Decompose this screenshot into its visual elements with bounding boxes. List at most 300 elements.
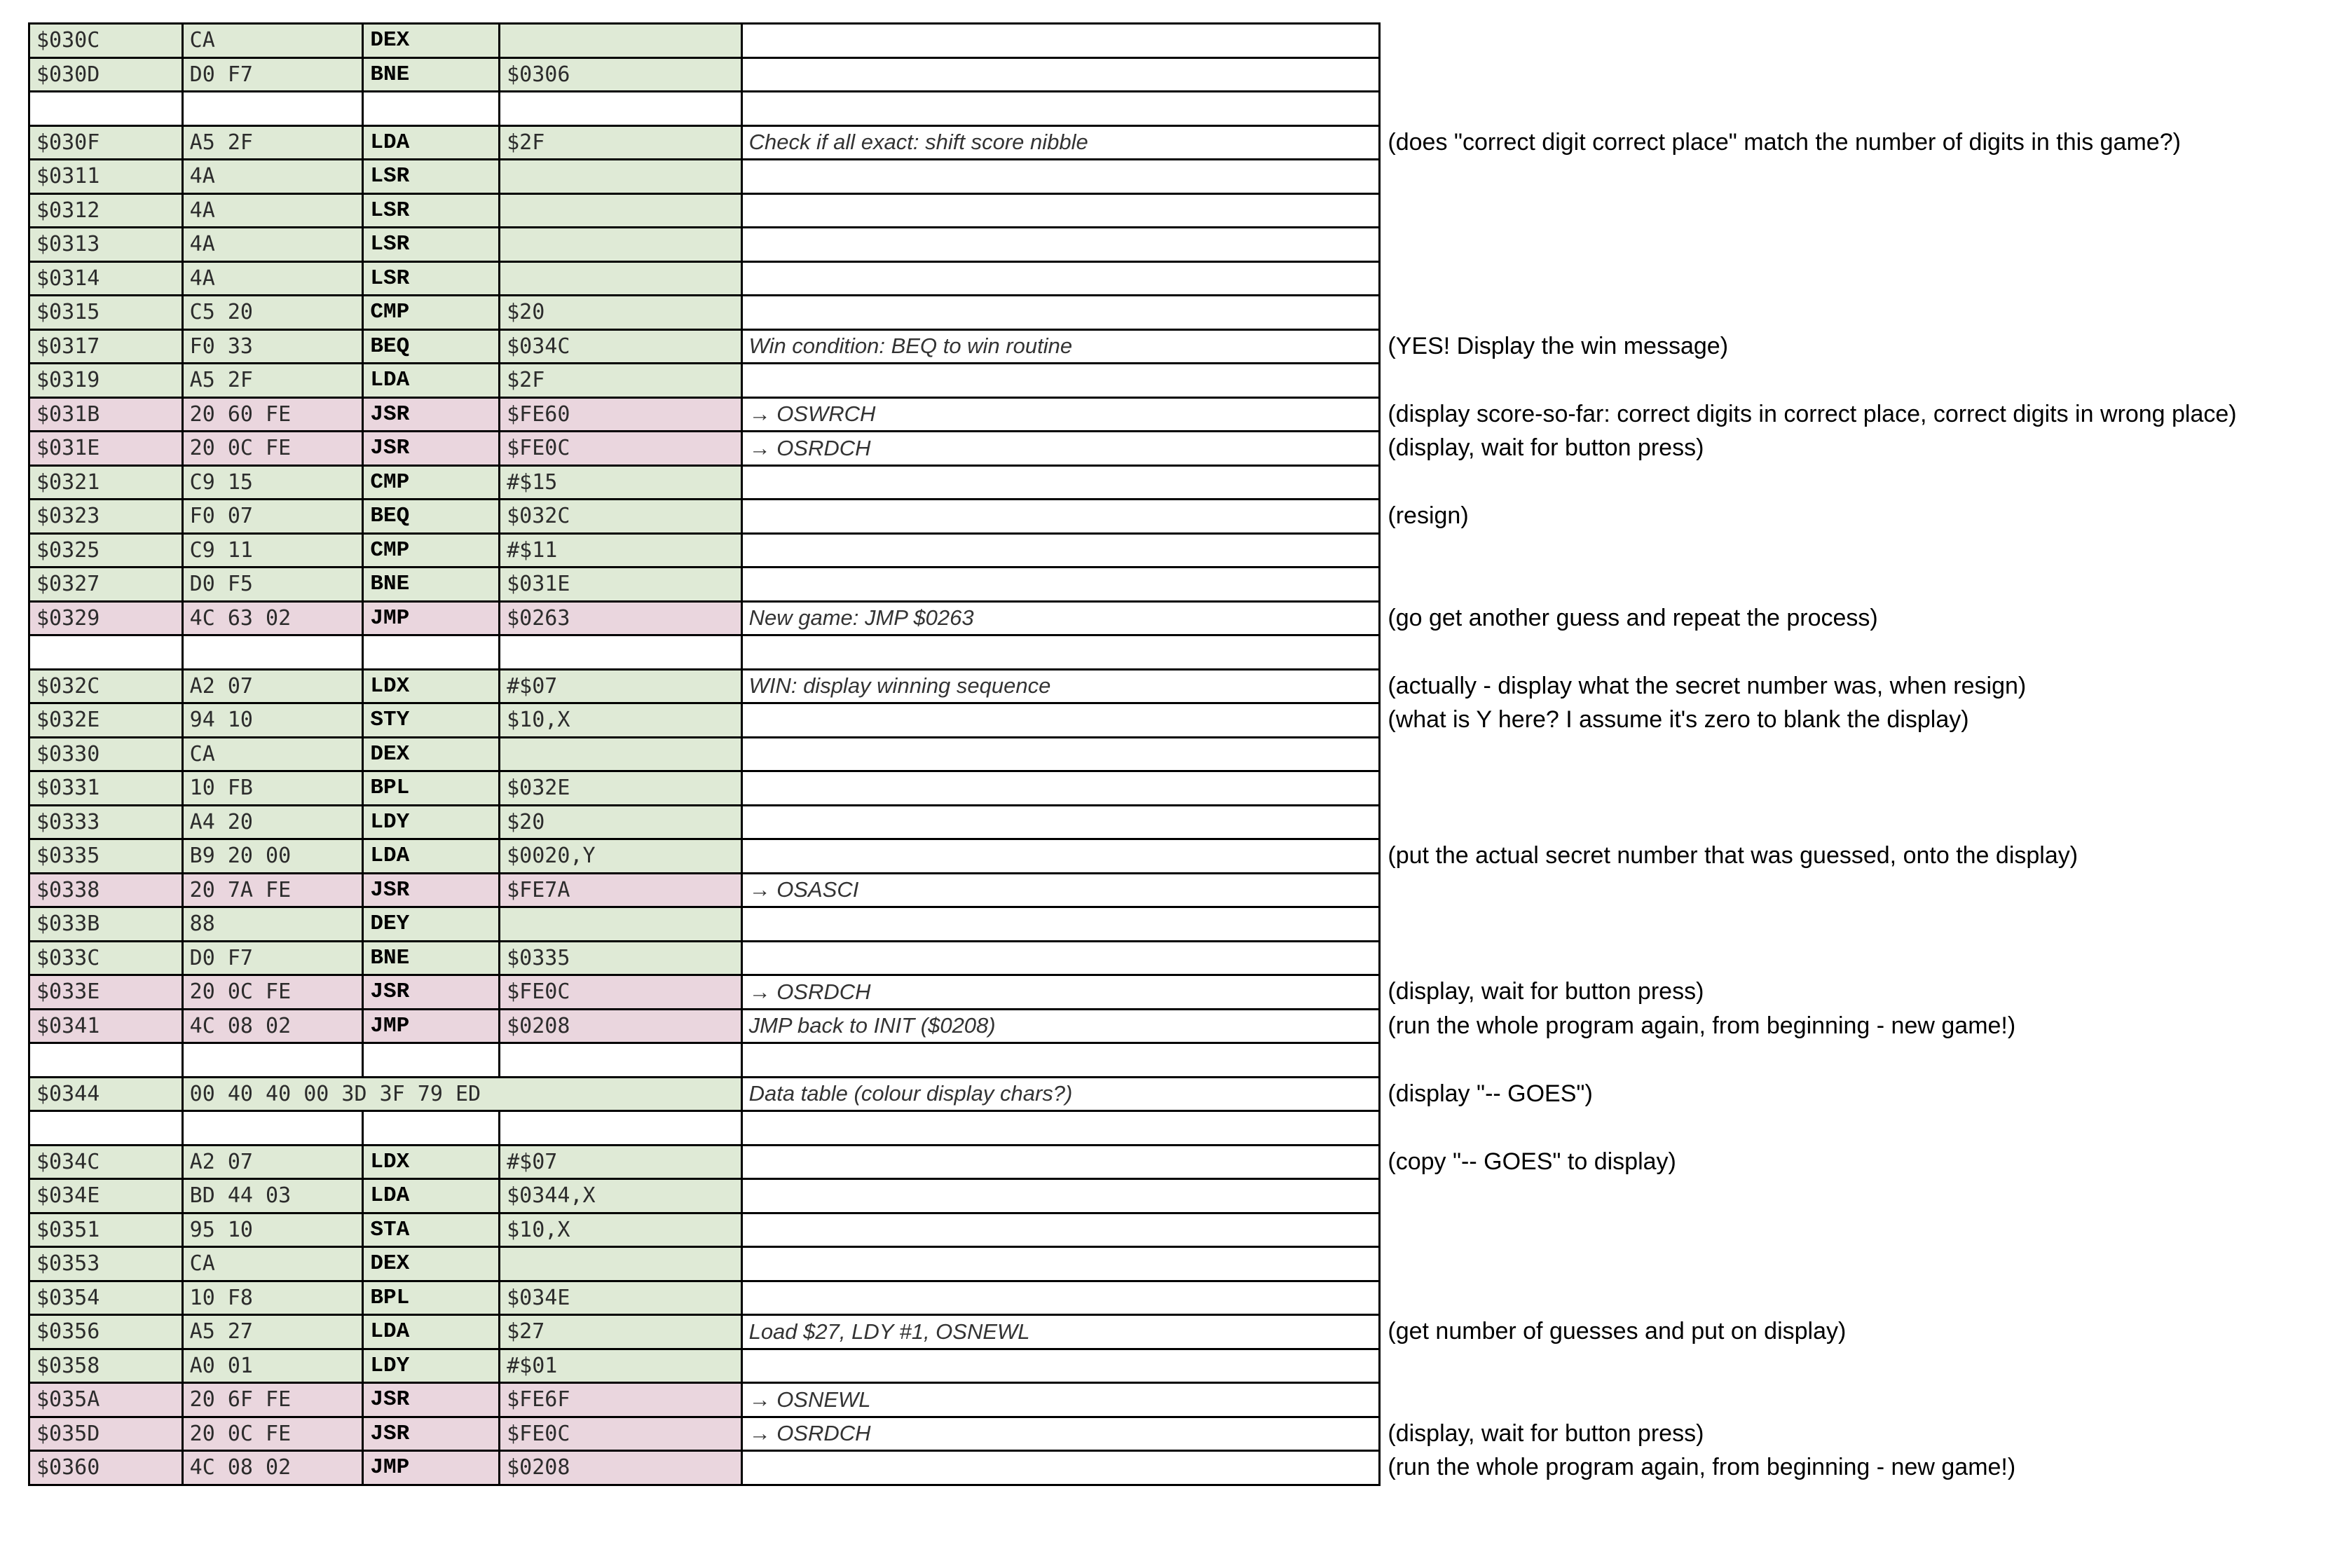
comment-cell xyxy=(741,500,1380,534)
operand-cell xyxy=(500,261,741,296)
table-row xyxy=(29,1383,2341,1417)
address-cell: $0311 xyxy=(29,160,183,194)
bytes-cell: D0 F7 xyxy=(182,941,363,975)
operand-cell: $FE0C xyxy=(500,432,741,466)
bytes-cell xyxy=(182,1111,363,1146)
annotation-note xyxy=(1380,193,2341,228)
address-cell: $030D xyxy=(29,57,183,92)
table-row xyxy=(29,975,2341,1010)
table-row xyxy=(29,1417,2341,1451)
bytes-cell: A4 20 xyxy=(182,805,363,839)
operand-cell: $10,X xyxy=(500,1213,741,1247)
operand-cell xyxy=(500,737,741,771)
bytes-cell: F0 07 xyxy=(182,500,363,534)
mnemonic-cell: JSR xyxy=(363,873,500,907)
operand-cell xyxy=(500,907,741,942)
address-cell: $0338 xyxy=(29,873,183,907)
mnemonic-cell: LSR xyxy=(363,193,500,228)
bytes-cell: D0 F7 xyxy=(182,57,363,92)
comment-cell xyxy=(741,296,1380,330)
comment-cell: New game: JMP $0263 xyxy=(741,601,1380,635)
operand-cell: $0208 xyxy=(500,1451,741,1485)
mnemonic-cell: LSR xyxy=(363,261,500,296)
annotation-note xyxy=(1380,907,2341,942)
annotation-note xyxy=(1380,160,2341,194)
mnemonic-cell: DEY xyxy=(363,907,500,942)
address-cell: $0323 xyxy=(29,500,183,534)
comment-cell xyxy=(741,193,1380,228)
table-row xyxy=(29,193,2341,228)
mnemonic-cell: JMP xyxy=(363,1009,500,1043)
annotation-note: (does "correct digit correct place" match the number of digits in this game?) xyxy=(1388,128,2181,156)
bytes-cell: A5 2F xyxy=(182,125,363,160)
address-cell: $0325 xyxy=(29,533,183,568)
table-row xyxy=(29,1213,2341,1247)
mnemonic-cell: DEX xyxy=(363,737,500,771)
operand-cell: $032E xyxy=(500,771,741,806)
bytes-cell: 4A xyxy=(182,193,363,228)
table-row xyxy=(29,261,2341,296)
operand-cell: $FE0C xyxy=(500,1417,741,1451)
address-cell: $033C xyxy=(29,941,183,975)
table-row xyxy=(29,1077,2341,1111)
table-row xyxy=(29,601,2341,635)
operand-cell: $20 xyxy=(500,805,741,839)
address-cell: $034C xyxy=(29,1145,183,1179)
address-cell: $0321 xyxy=(29,465,183,500)
annotation-note: (copy "-- GOES" to display) xyxy=(1388,1148,1676,1175)
address-cell: $0358 xyxy=(29,1349,183,1383)
annotation-note xyxy=(1380,635,2341,670)
comment-cell xyxy=(741,1145,1380,1179)
address-cell: $0317 xyxy=(29,329,183,364)
mnemonic-cell xyxy=(363,635,500,670)
table-row xyxy=(29,703,2341,738)
comment-cell: WIN: display winning sequence xyxy=(741,669,1380,703)
comment-cell xyxy=(741,907,1380,942)
bytes-cell: 4A xyxy=(182,261,363,296)
address-cell: $032E xyxy=(29,703,183,738)
address-cell: $033E xyxy=(29,975,183,1010)
comment-cell xyxy=(741,1247,1380,1281)
bytes-cell: 4A xyxy=(182,228,363,262)
operand-cell: #$07 xyxy=(500,669,741,703)
bytes-cell: 4C 08 02 xyxy=(182,1009,363,1043)
operand-cell: $0335 xyxy=(500,941,741,975)
address-cell: $0319 xyxy=(29,364,183,398)
operand-cell: $034C xyxy=(500,329,741,364)
address-cell xyxy=(29,1043,183,1078)
spacer-row xyxy=(29,1111,2341,1146)
address-cell: $035D xyxy=(29,1417,183,1451)
comment-cell xyxy=(741,1349,1380,1383)
table-row xyxy=(29,1349,2341,1383)
comment-cell xyxy=(741,160,1380,194)
annotation-note xyxy=(1380,57,2341,92)
operand-cell: $0306 xyxy=(500,57,741,92)
bytes-cell: A2 07 xyxy=(182,1145,363,1179)
address-cell: $0354 xyxy=(29,1281,183,1315)
spacer-row xyxy=(29,635,2341,670)
operand-cell xyxy=(500,1043,741,1078)
mnemonic-cell: JSR xyxy=(363,1383,500,1417)
bytes-cell: CA xyxy=(182,737,363,771)
annotation-note: (run the whole program again, from beginning - new game!) xyxy=(1388,1454,2016,1481)
mnemonic-cell: LSR xyxy=(363,160,500,194)
address-cell: $0331 xyxy=(29,771,183,806)
address-cell xyxy=(29,1111,183,1146)
comment-cell xyxy=(741,364,1380,398)
address-cell: $0341 xyxy=(29,1009,183,1043)
mnemonic-cell: JMP xyxy=(363,1451,500,1485)
mnemonic-cell: LDX xyxy=(363,1145,500,1179)
annotation-note: (go get another guess and repeat the process) xyxy=(1388,604,1878,631)
comment-cell xyxy=(741,568,1380,602)
bytes-cell: 20 6F FE xyxy=(182,1383,363,1417)
operand-cell xyxy=(500,193,741,228)
mnemonic-cell: LDA xyxy=(363,839,500,874)
address-cell: $0315 xyxy=(29,296,183,330)
address-cell xyxy=(29,635,183,670)
annotation-note: (display, wait for button press) xyxy=(1388,978,1704,1005)
annotation-note xyxy=(1380,1247,2341,1281)
comment-cell xyxy=(741,1451,1380,1485)
operand-cell xyxy=(500,635,741,670)
bytes-cell: 4C 63 02 xyxy=(182,601,363,635)
address-cell: $0351 xyxy=(29,1213,183,1247)
annotation-note xyxy=(1380,805,2341,839)
comment-cell xyxy=(741,228,1380,262)
table-row xyxy=(29,1247,2341,1281)
mnemonic-cell: LDA xyxy=(363,1179,500,1213)
table-row xyxy=(29,500,2341,534)
address-cell: $0314 xyxy=(29,261,183,296)
operand-cell xyxy=(500,1111,741,1146)
operand-cell: $031E xyxy=(500,568,741,602)
comment-cell: → OSRDCH xyxy=(741,432,1380,466)
mnemonic-cell: LDA xyxy=(363,1315,500,1349)
spacer-row xyxy=(29,92,2341,126)
mnemonic-cell: BPL xyxy=(363,1281,500,1315)
operand-cell xyxy=(500,228,741,262)
mnemonic-cell: LSR xyxy=(363,228,500,262)
bytes-cell: A5 27 xyxy=(182,1315,363,1349)
bytes-cell xyxy=(182,92,363,126)
disassembly-table xyxy=(28,22,2342,1486)
comment-cell: Win condition: BEQ to win routine xyxy=(741,329,1380,364)
mnemonic-cell: LDX xyxy=(363,669,500,703)
mnemonic-cell: JMP xyxy=(363,601,500,635)
address-cell xyxy=(29,92,183,126)
table-row xyxy=(29,533,2341,568)
table-row xyxy=(29,24,2341,58)
table-row xyxy=(29,771,2341,806)
operand-cell: #$11 xyxy=(500,533,741,568)
mnemonic-cell: BEQ xyxy=(363,329,500,364)
address-cell: $030C xyxy=(29,24,183,58)
operand-cell: #$15 xyxy=(500,465,741,500)
annotation-note: (resign) xyxy=(1388,502,1469,530)
annotation-note xyxy=(1380,941,2341,975)
annotation-note xyxy=(1380,1383,2341,1417)
comment-cell: → OSWRCH xyxy=(741,397,1380,432)
mnemonic-cell: DEX xyxy=(363,24,500,58)
comment-cell xyxy=(741,805,1380,839)
table-row xyxy=(29,805,2341,839)
annotation-note xyxy=(1380,1111,2341,1146)
annotation-note: (YES! Display the win message) xyxy=(1388,332,1729,359)
comment-cell: → OSRDCH xyxy=(741,1417,1380,1451)
bytes-cell: 20 7A FE xyxy=(182,873,363,907)
bytes-cell: A2 07 xyxy=(182,669,363,703)
comment-cell xyxy=(741,1179,1380,1213)
mnemonic-cell: JSR xyxy=(363,1417,500,1451)
bytes-cell: 20 0C FE xyxy=(182,432,363,466)
bytes-cell: 10 FB xyxy=(182,771,363,806)
annotation-note xyxy=(1380,1281,2341,1315)
bytes-cell: CA xyxy=(182,24,363,58)
table-row xyxy=(29,125,2341,160)
annotation-note xyxy=(1380,1349,2341,1383)
table-row xyxy=(29,397,2341,432)
bytes-cell: A0 01 xyxy=(182,1349,363,1383)
comment-cell xyxy=(741,1043,1380,1078)
annotation-note xyxy=(1380,771,2341,806)
table-row xyxy=(29,432,2341,466)
mnemonic-cell: JSR xyxy=(363,432,500,466)
address-cell: $0356 xyxy=(29,1315,183,1349)
operand-cell xyxy=(500,92,741,126)
bytes-cell: C9 15 xyxy=(182,465,363,500)
table-row xyxy=(29,228,2341,262)
mnemonic-cell: BNE xyxy=(363,941,500,975)
bytes-cell: BD 44 03 xyxy=(182,1179,363,1213)
comment-cell xyxy=(741,771,1380,806)
bytes-cell: 20 0C FE xyxy=(182,1417,363,1451)
address-cell: $0360 xyxy=(29,1451,183,1485)
operand-cell: $0344,X xyxy=(500,1179,741,1213)
address-cell: $033B xyxy=(29,907,183,942)
comment-cell xyxy=(741,703,1380,738)
table-row xyxy=(29,669,2341,703)
operand-cell: $0020,Y xyxy=(500,839,741,874)
table-row xyxy=(29,839,2341,874)
mnemonic-cell: STA xyxy=(363,1213,500,1247)
disassembly-rows xyxy=(29,24,2341,1485)
address-cell: $035A xyxy=(29,1383,183,1417)
annotation-note: (display "-- GOES") xyxy=(1388,1080,1593,1107)
annotation-note xyxy=(1380,737,2341,771)
bytes-cell: CA xyxy=(182,1247,363,1281)
annotation-note xyxy=(1380,24,2341,58)
table-row xyxy=(29,1179,2341,1213)
comment-cell xyxy=(741,1281,1380,1315)
annotation-note: (display score-so-far: correct digits in correct place, correct digits in wrong place) xyxy=(1388,400,2237,427)
annotation-note xyxy=(1380,1179,2341,1213)
comment-cell xyxy=(741,1111,1380,1146)
mnemonic-cell: LDY xyxy=(363,1349,500,1383)
operand-cell xyxy=(500,24,741,58)
comment-cell: → OSNEWL xyxy=(741,1383,1380,1417)
bytes-cell: 95 10 xyxy=(182,1213,363,1247)
table-row xyxy=(29,568,2341,602)
table-row xyxy=(29,941,2341,975)
bytes-cell: 94 10 xyxy=(182,703,363,738)
address-cell: $0312 xyxy=(29,193,183,228)
bytes-cell: 4A xyxy=(182,160,363,194)
comment-cell xyxy=(741,57,1380,92)
mnemonic-cell: CMP xyxy=(363,465,500,500)
operand-cell: $2F xyxy=(500,364,741,398)
operand-cell xyxy=(500,160,741,194)
table-row xyxy=(29,1315,2341,1349)
mnemonic-cell: LDA xyxy=(363,125,500,160)
operand-cell: $FE0C xyxy=(500,975,741,1010)
comment-cell xyxy=(741,24,1380,58)
mnemonic-cell: LDA xyxy=(363,364,500,398)
comment-cell xyxy=(741,261,1380,296)
comment-cell: → OSRDCH xyxy=(741,975,1380,1010)
address-cell: $0353 xyxy=(29,1247,183,1281)
comment-cell xyxy=(741,92,1380,126)
mnemonic-cell: BPL xyxy=(363,771,500,806)
mnemonic-cell: BNE xyxy=(363,568,500,602)
bytes-cell: A5 2F xyxy=(182,364,363,398)
comment-cell: → OSASCI xyxy=(741,873,1380,907)
comment-cell xyxy=(741,1213,1380,1247)
table-row xyxy=(29,1145,2341,1179)
address-cell: $0333 xyxy=(29,805,183,839)
annotation-note: (put the actual secret number that was guessed, onto the display) xyxy=(1388,842,2079,869)
operand-cell: $20 xyxy=(500,296,741,330)
mnemonic-cell xyxy=(363,92,500,126)
bytes-cell xyxy=(182,635,363,670)
comment-cell xyxy=(741,839,1380,874)
bytes-cell xyxy=(182,1043,363,1078)
operand-cell: $2F xyxy=(500,125,741,160)
operand-cell: $27 xyxy=(500,1315,741,1349)
table-row xyxy=(29,1451,2341,1485)
table-row xyxy=(29,1281,2341,1315)
annotation-note xyxy=(1380,533,2341,568)
operand-cell: $FE7A xyxy=(500,873,741,907)
annotation-note: (display, wait for button press) xyxy=(1388,434,1704,462)
table-row xyxy=(29,57,2341,92)
operand-cell: $034E xyxy=(500,1281,741,1315)
bytes-cell: C5 20 xyxy=(182,296,363,330)
bytes-cell: C9 11 xyxy=(182,533,363,568)
operand-cell: $10,X xyxy=(500,703,741,738)
comment-cell xyxy=(741,635,1380,670)
operand-cell: $032C xyxy=(500,500,741,534)
operand-cell: $FE6F xyxy=(500,1383,741,1417)
address-cell: $032C xyxy=(29,669,183,703)
comment-cell: Check if all exact: shift score nibble xyxy=(741,125,1380,160)
bytes-cell: B9 20 00 xyxy=(182,839,363,874)
table-row xyxy=(29,329,2341,364)
bytes-cell: D0 F5 xyxy=(182,568,363,602)
mnemonic-cell: DEX xyxy=(363,1247,500,1281)
operand-cell xyxy=(500,1247,741,1281)
operand-cell: $0208 xyxy=(500,1009,741,1043)
address-cell: $0344 xyxy=(29,1077,183,1111)
operand-cell: $0263 xyxy=(500,601,741,635)
annotation-note xyxy=(1380,1213,2341,1247)
bytes-cell: 4C 08 02 xyxy=(182,1451,363,1485)
bytes-cell: 88 xyxy=(182,907,363,942)
table-row xyxy=(29,873,2341,907)
table-row xyxy=(29,296,2341,330)
address-cell: $0313 xyxy=(29,228,183,262)
bytes-cell: 10 F8 xyxy=(182,1281,363,1315)
annotation-note xyxy=(1380,1043,2341,1078)
mnemonic-cell: BEQ xyxy=(363,500,500,534)
table-row xyxy=(29,364,2341,398)
annotation-note xyxy=(1380,465,2341,500)
table-row xyxy=(29,160,2341,194)
annotation-note xyxy=(1380,228,2341,262)
mnemonic-cell xyxy=(363,1043,500,1078)
comment-cell: Load $27, LDY #1, OSNEWL xyxy=(741,1315,1380,1349)
comment-cell: Data table (colour display chars?) xyxy=(741,1077,1380,1111)
annotation-note xyxy=(1380,261,2341,296)
comment-cell xyxy=(741,465,1380,500)
annotation-note xyxy=(1380,873,2341,907)
mnemonic-cell xyxy=(363,1111,500,1146)
address-cell: $0329 xyxy=(29,601,183,635)
address-cell: $0335 xyxy=(29,839,183,874)
address-cell: $031B xyxy=(29,397,183,432)
table-row xyxy=(29,907,2341,942)
annotation-note xyxy=(1380,568,2341,602)
table-row xyxy=(29,737,2341,771)
operand-cell: #$07 xyxy=(500,1145,741,1179)
mnemonic-cell: LDY xyxy=(363,805,500,839)
comment-cell xyxy=(741,737,1380,771)
mnemonic-cell: STY xyxy=(363,703,500,738)
annotation-note: (run the whole program again, from beginning - new game!) xyxy=(1388,1012,2016,1039)
bytes-cell: 20 60 FE xyxy=(182,397,363,432)
address-cell: $0330 xyxy=(29,737,183,771)
annotation-note: (display, wait for button press) xyxy=(1388,1419,1704,1447)
bytes-cell: F0 33 xyxy=(182,329,363,364)
mnemonic-cell: CMP xyxy=(363,533,500,568)
annotation-note xyxy=(1380,364,2341,398)
mnemonic-cell: CMP xyxy=(363,296,500,330)
operand-cell: $FE60 xyxy=(500,397,741,432)
annotation-note: (what is Y here? I assume it's zero to blank the display) xyxy=(1388,706,1969,734)
operand-cell: #$01 xyxy=(500,1349,741,1383)
comment-cell xyxy=(741,533,1380,568)
address-cell: $034E xyxy=(29,1179,183,1213)
address-cell: $031E xyxy=(29,432,183,466)
table-row xyxy=(29,465,2341,500)
table-row xyxy=(29,1009,2341,1043)
comment-cell xyxy=(741,941,1380,975)
annotation-note xyxy=(1380,92,2341,126)
annotation-note: (get number of guesses and put on display) xyxy=(1388,1318,1847,1345)
mnemonic-cell: JSR xyxy=(363,397,500,432)
address-cell: $0327 xyxy=(29,568,183,602)
mnemonic-cell: BNE xyxy=(363,57,500,92)
mnemonic-cell: JSR xyxy=(363,975,500,1010)
annotation-note: (actually - display what the secret number was, when resign) xyxy=(1388,672,2027,699)
address-cell: $030F xyxy=(29,125,183,160)
annotation-note xyxy=(1380,296,2341,330)
bytes-cell: 20 0C FE xyxy=(182,975,363,1010)
comment-cell: JMP back to INIT ($0208) xyxy=(741,1009,1380,1043)
spacer-row xyxy=(29,1043,2341,1078)
